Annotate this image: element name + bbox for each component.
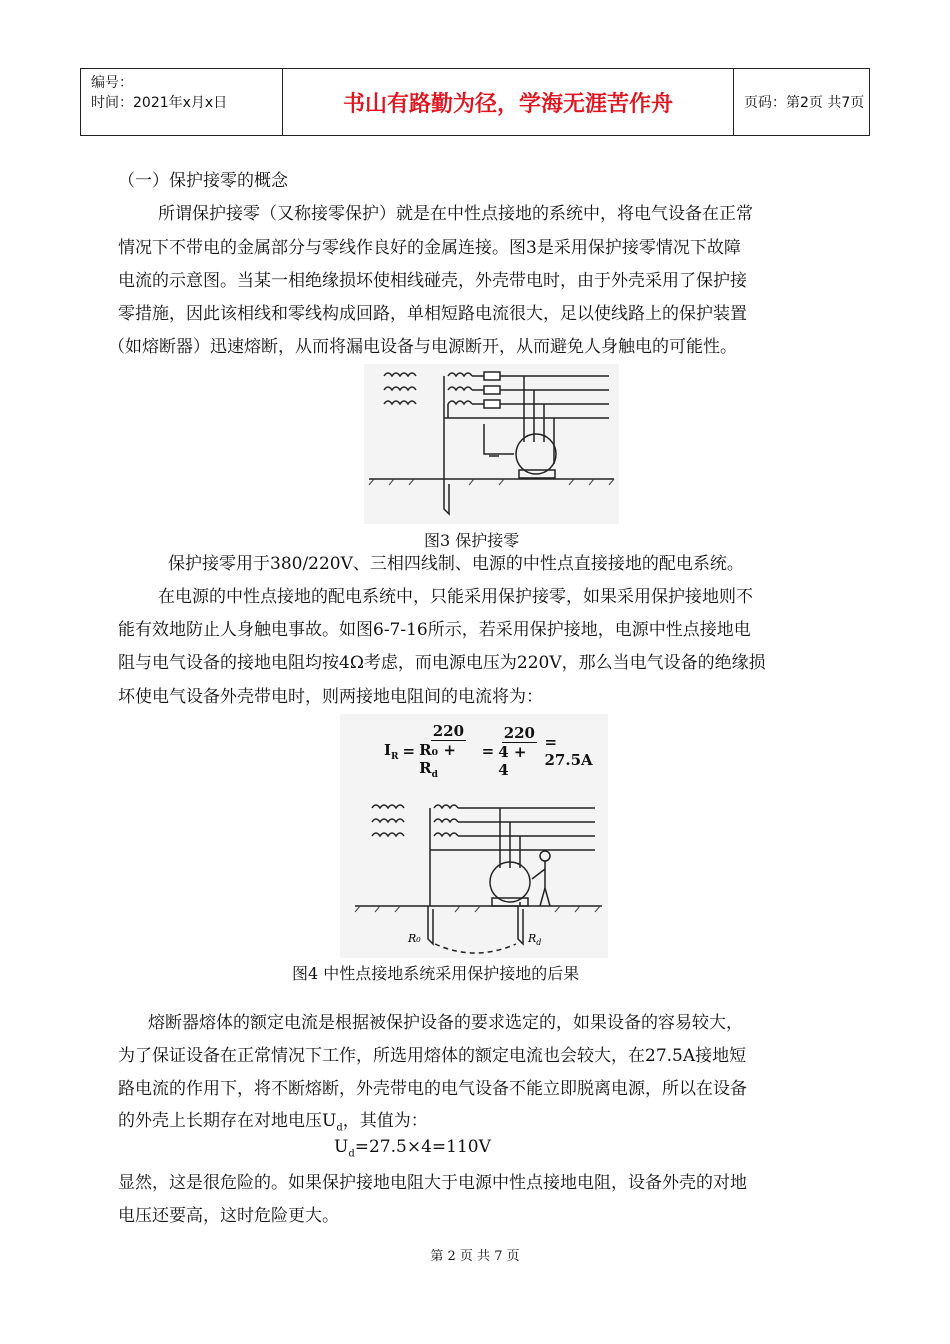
time-label: 时间：2021年x月x日 xyxy=(91,95,228,111)
para1-line: 所谓保护接零（又称接零保护）就是在中性点接地的系统中，将电气设备在正常 xyxy=(158,204,753,224)
header-table xyxy=(80,68,870,136)
formula: $I_R$ = $\frac{220}{R_0 + R_d}$ = $\frac{220}{4 + 4}$ = 27.5A xyxy=(384,722,608,780)
para4-line: 为了保证设备在正常情况下工作，所选用熔体的额定电流也会较大，在27.5A接地短 xyxy=(118,1046,747,1066)
page-info: 页码：第2页 共7页 xyxy=(744,95,865,111)
rd-label-sub: d xyxy=(536,938,542,947)
formula-lhs: $I_R$ xyxy=(384,740,399,762)
para4-line: 路电流的作用下，将不断熔断，外壳带电的电气设备不能立即脱离电源，所以在设备 xyxy=(118,1079,747,1099)
para5-line: 电压还要高，这时危险更大。 xyxy=(118,1206,339,1226)
ud-equation: $U_d=27.5\times 4=110V$ xyxy=(334,1137,491,1160)
motto: 书山有路勤为径，学海无涯苦作舟 xyxy=(283,69,734,135)
para4-line: 熔断器熔体的额定电流是根据被保护设备的要求选定的，如果设备的容易较大， xyxy=(148,1013,743,1033)
para3-line: 阻与电气设备的接地电阻均按4Ω考虑，而电源电压为220V，那么当电气设备的绝缘损 xyxy=(118,653,766,673)
para3-line: 在电源的中性点接地的配电系统中，只能采用保护接零，如果采用保护接地则不 xyxy=(158,587,753,607)
figure-4-caption: 图4 中性点接地系统采用保护接地的后果 xyxy=(292,964,580,983)
rd-label: R xyxy=(528,932,537,945)
para2: 保护接零用于380/220V、三相四线制、电源的中性点直接接地的配电系统。 xyxy=(168,554,744,574)
section-title: （一）保护接零的概念 xyxy=(118,171,288,191)
figure-3-protective-neutral xyxy=(364,364,619,524)
para1-line: （如熔断器）迅速熔断，从而将漏电设备与电源断开，从而避免人身触电的可能性。 xyxy=(108,337,737,357)
formula-fraction-2: $\frac{220}{4 + 4}$ xyxy=(498,723,535,779)
header-left-cell xyxy=(81,69,283,135)
para4-line: 的外壳上长期存在对地电压$U_d$，其值为： xyxy=(118,1111,428,1134)
para5-line: 显然，这是很危险的。如果保护接地电阻大于电源中性点接地电阻，设备外壳的对地 xyxy=(118,1173,747,1193)
figure-4-diagram xyxy=(340,784,608,958)
para1-line: 电流的示意图。当某一相绝缘损坏使相线碰壳，外壳带电时，由于外壳采用了保护接 xyxy=(118,271,747,291)
formula-fraction-1: $\frac{220}{R_0 + R_d}$ xyxy=(419,722,465,780)
formula-result: = 27.5A xyxy=(544,733,593,769)
serial-label: 编号： xyxy=(91,75,133,91)
figure-3-caption: 图3 保护接零 xyxy=(424,531,520,550)
para1-line: 零措施，因此该相线和零线构成回路，单相短路电流很大，足以使线路上的保护装置 xyxy=(118,304,747,324)
figure-4-protective-earthing xyxy=(340,714,608,958)
figure-3-diagram xyxy=(364,364,619,524)
page-footer: 第 2 页 共 7 页 xyxy=(430,1249,520,1264)
para3-line: 能有效地防止人身触电事故。如图6-7-16所示，若采用保护接地，电源中性点接地电 xyxy=(118,620,751,640)
r0-label: R₀ xyxy=(408,932,421,945)
svg-text:Rd xyxy=(527,932,541,947)
para1-line: 情况下不带电的金属部分与零线作良好的金属连接。图3是采用保护接零情况下故障 xyxy=(118,238,741,258)
para3-line: 坏使电气设备外壳带电时，则两接地电阻间的电流将为： xyxy=(118,687,543,707)
